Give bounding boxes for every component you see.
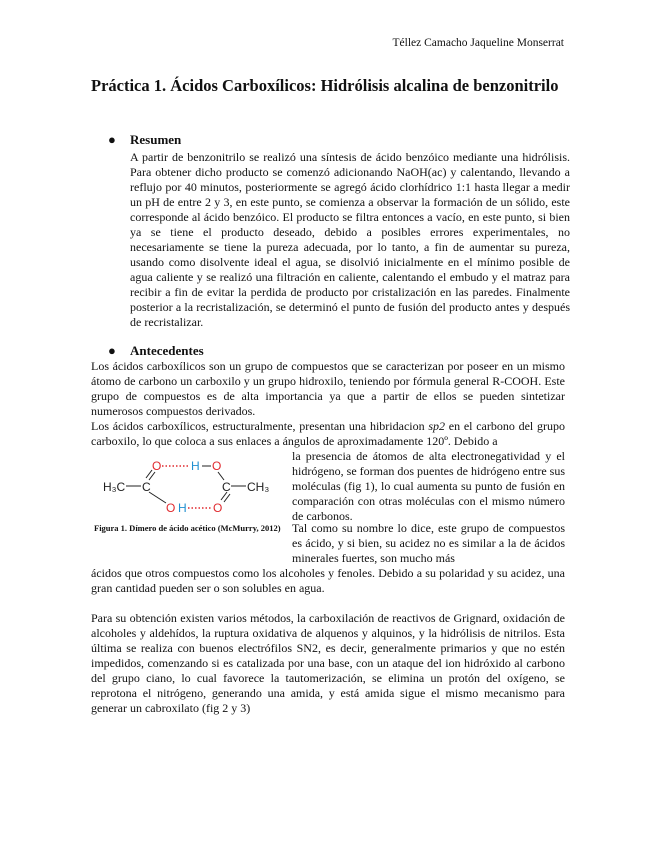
atom-c-right: C bbox=[222, 480, 231, 494]
atom-o-bottom-left: O bbox=[166, 501, 176, 515]
antecedentes-heading-text: Antecedentes bbox=[130, 343, 204, 358]
figure-acetic-acid-dimer bbox=[100, 455, 285, 525]
atom-o-top-right: O bbox=[212, 459, 222, 473]
bond-o-c-right bbox=[218, 472, 224, 480]
resumen-heading-text: Resumen bbox=[130, 132, 182, 147]
atom-h-bottom: H bbox=[178, 501, 187, 515]
atom-o-bottom-right: O bbox=[213, 501, 223, 515]
antecedentes-paragraph-4: Para su obtención existen varios métodos, la carboxilación de reactivos de Grignard, oxidación de alcoholes y aldehídos, la ruptura oxidativa de alquenos y alquinos, y la hidrólisis de nitrilos. Esta última se realiza con buenos electrófilos SN2, es decir, generalmente primarios y que no estén impedidos, comenzando si es catalizada por una base, con un ataque del ion hidróxido al carbono del grupo ciano, lo cual favorece la tautomerización, se elimina un protón del oxígeno, se reprotona el nitrógeno, generando una amida, y está amida sigue el mismo mecanismo para generar un cabroxilato (fig 2 y 3) bbox=[91, 611, 565, 715]
antecedentes-paragraph-3-rest: ácidos que otros compuestos como los alcoholes y fenoles. Debido a su polaridad y su acidez, una gran cantidad pueden ser o son solubles en agua. bbox=[91, 566, 565, 595]
atom-h3c: H₃C bbox=[103, 480, 126, 494]
antecedentes-paragraph-2 bbox=[91, 419, 565, 449]
antecedentes-paragraph-1: Los ácidos carboxílicos son un grupo de compuestos que se caracterizan por poseer en un mismo átomo de carbono un carboxilo y un grupo hidroxilo, teniendo por fórmula general R-COOH. Este grupo de compuestos es de alta importancia ya que a partir de ellos se pueden sintetizar numerosos compuestos derivados. bbox=[91, 359, 565, 418]
bond-c-oh-left bbox=[149, 492, 166, 503]
atom-c-left: C bbox=[142, 480, 151, 494]
atom-ch3: CH₃ bbox=[247, 480, 270, 494]
bullet-icon: ● bbox=[108, 132, 116, 147]
antecedentes-paragraph-3-side: Tal como su nombre lo dice, este grupo de compuestos es ácido, y si bien, su acidez no es similar a la de ácidos minerales fuertes, son mucho más bbox=[292, 521, 565, 565]
section-heading-resumen bbox=[108, 132, 181, 148]
section-heading-antecedentes bbox=[108, 343, 204, 359]
page-title: Práctica 1. Ácidos Carboxílicos: Hidrólisis alcalina de benzonitrilo bbox=[91, 76, 559, 95]
author-name: Téllez Camacho Jaqueline Monserrat bbox=[392, 37, 564, 49]
resumen-body: A partir de benzonitrilo se realizó una síntesis de ácido benzóico mediante una hidrólisis. Para obtener dicho producto se comenzó adicionando NaOH(ac) y calentando, llevando a reflujo por 40 minutos, posteriormente se agregó ácido clorhídrico 1:1 hasta llegar a medir un pH de entre 2 y 3, en este punto, se comienza a observar la formación de un sólido, este corresponde al ácido benzóico. El producto se filtra entonces a vacío, en este punto, si bien ya se tiene el producto deseado, debido a posibles errores experimentales, no necesariamente se tiene la pureza adecuada, por lo tanto, a fin de aumentar su pureza, usando como disolvente ideal el agua, se disolvió inicialmente en el mínimo posible de agua caliente y se realizó una filtración en caliente, calentando el embudo y el matraz para recibir a fin de evitar la perdida de producto por cristalización en las paredes. Finalmente posterior a la recristalización, se determinó el punto de fusión del producto antes y después de recristalizar. bbox=[130, 150, 570, 329]
atom-h-top: H bbox=[191, 459, 200, 473]
p2-emphasis: sp2 bbox=[428, 419, 446, 433]
atom-o-top-left: O bbox=[152, 459, 162, 473]
figure-1-caption: Figura 1. Dímero de ácido acético (McMurry, 2012) bbox=[94, 523, 281, 533]
p2-text-a: Los ácidos carboxílicos, estructuralmente, presentan una hibridacion bbox=[91, 419, 429, 433]
p2-text-b: en el carbono del grupo carboxilo, lo que coloca a sus enlaces a ángulos de aproximadamente 120º. Debido a bbox=[91, 419, 565, 448]
antecedentes-paragraph-2-side: la presencia de átomos de alta electronegatividad y el hidrógeno, se forman dos puentes de hidrógeno entre sus moléculas (fig 1), lo cual aumenta su punto de fusión en comparación con otras moléculas con el mismo número de carbonos. bbox=[292, 449, 565, 523]
bullet-icon: ● bbox=[108, 343, 116, 358]
